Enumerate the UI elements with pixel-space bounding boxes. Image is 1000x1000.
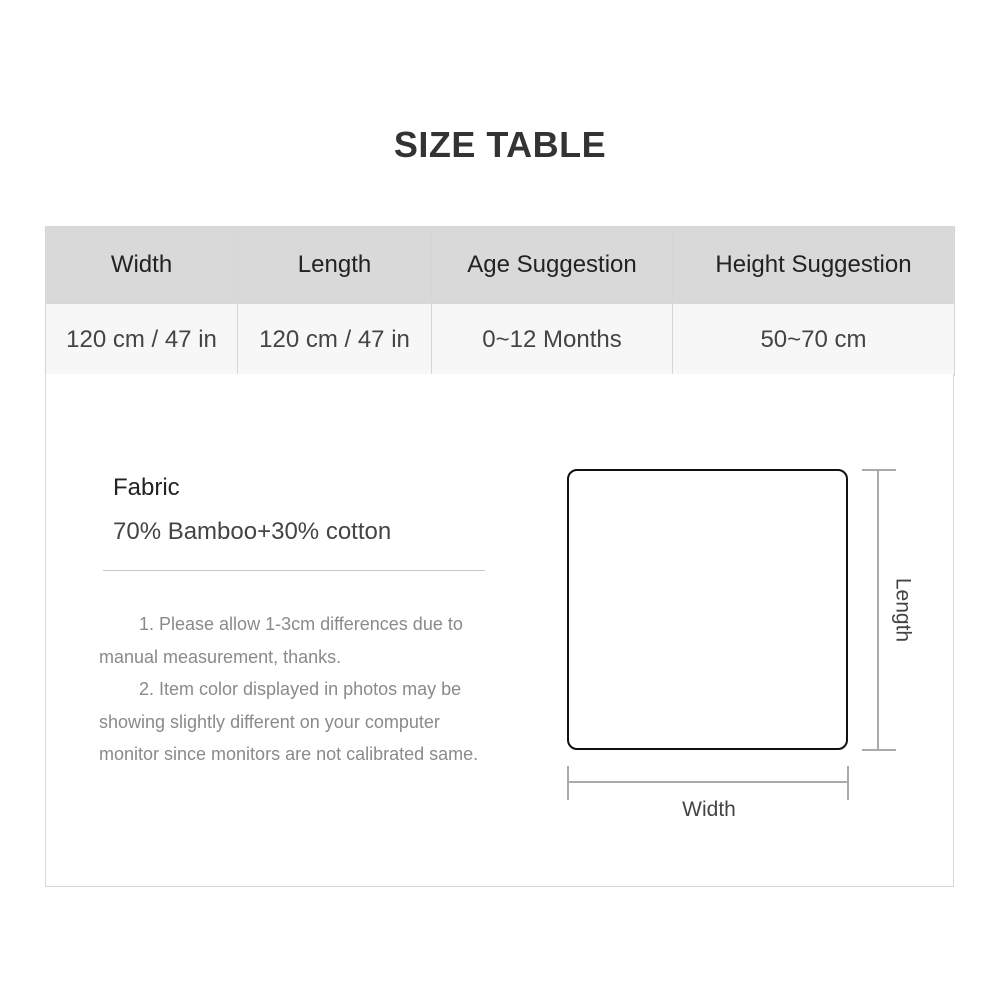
width-dimension-line bbox=[568, 766, 848, 800]
header-height-suggestion: Height Suggestion bbox=[673, 227, 955, 304]
notes bbox=[99, 608, 491, 771]
note-item: 2. Item color displayed in photos may be showing slightly different on your computer monitor since monitors are not calibrated same. bbox=[99, 679, 479, 764]
table-row bbox=[46, 304, 955, 376]
cell-width: 120 cm / 47 in bbox=[46, 304, 238, 376]
header-width: Width bbox=[46, 227, 238, 304]
fabric-value: 70% Bamboo+30% cotton bbox=[113, 518, 392, 545]
table-header-row bbox=[46, 227, 955, 304]
header-length: Length bbox=[238, 227, 432, 304]
cell-age: 0~12 Months bbox=[432, 304, 673, 376]
divider bbox=[103, 570, 485, 571]
length-dimension-line bbox=[862, 470, 896, 750]
header-age-suggestion: Age Suggestion bbox=[432, 227, 673, 304]
fabric-label: Fabric bbox=[113, 474, 180, 501]
length-label: Length bbox=[891, 577, 915, 643]
note-item: 1. Please allow 1-3cm differences due to manual measurement, thanks. bbox=[99, 614, 463, 667]
width-label: Width bbox=[682, 798, 736, 821]
page-title: SIZE TABLE bbox=[393, 124, 607, 165]
blanket-outline bbox=[568, 470, 847, 749]
info-panel bbox=[45, 374, 954, 887]
size-table bbox=[45, 226, 955, 376]
cell-length: 120 cm / 47 in bbox=[238, 304, 432, 376]
cell-height: 50~70 cm bbox=[673, 304, 955, 376]
size-diagram bbox=[566, 464, 936, 834]
